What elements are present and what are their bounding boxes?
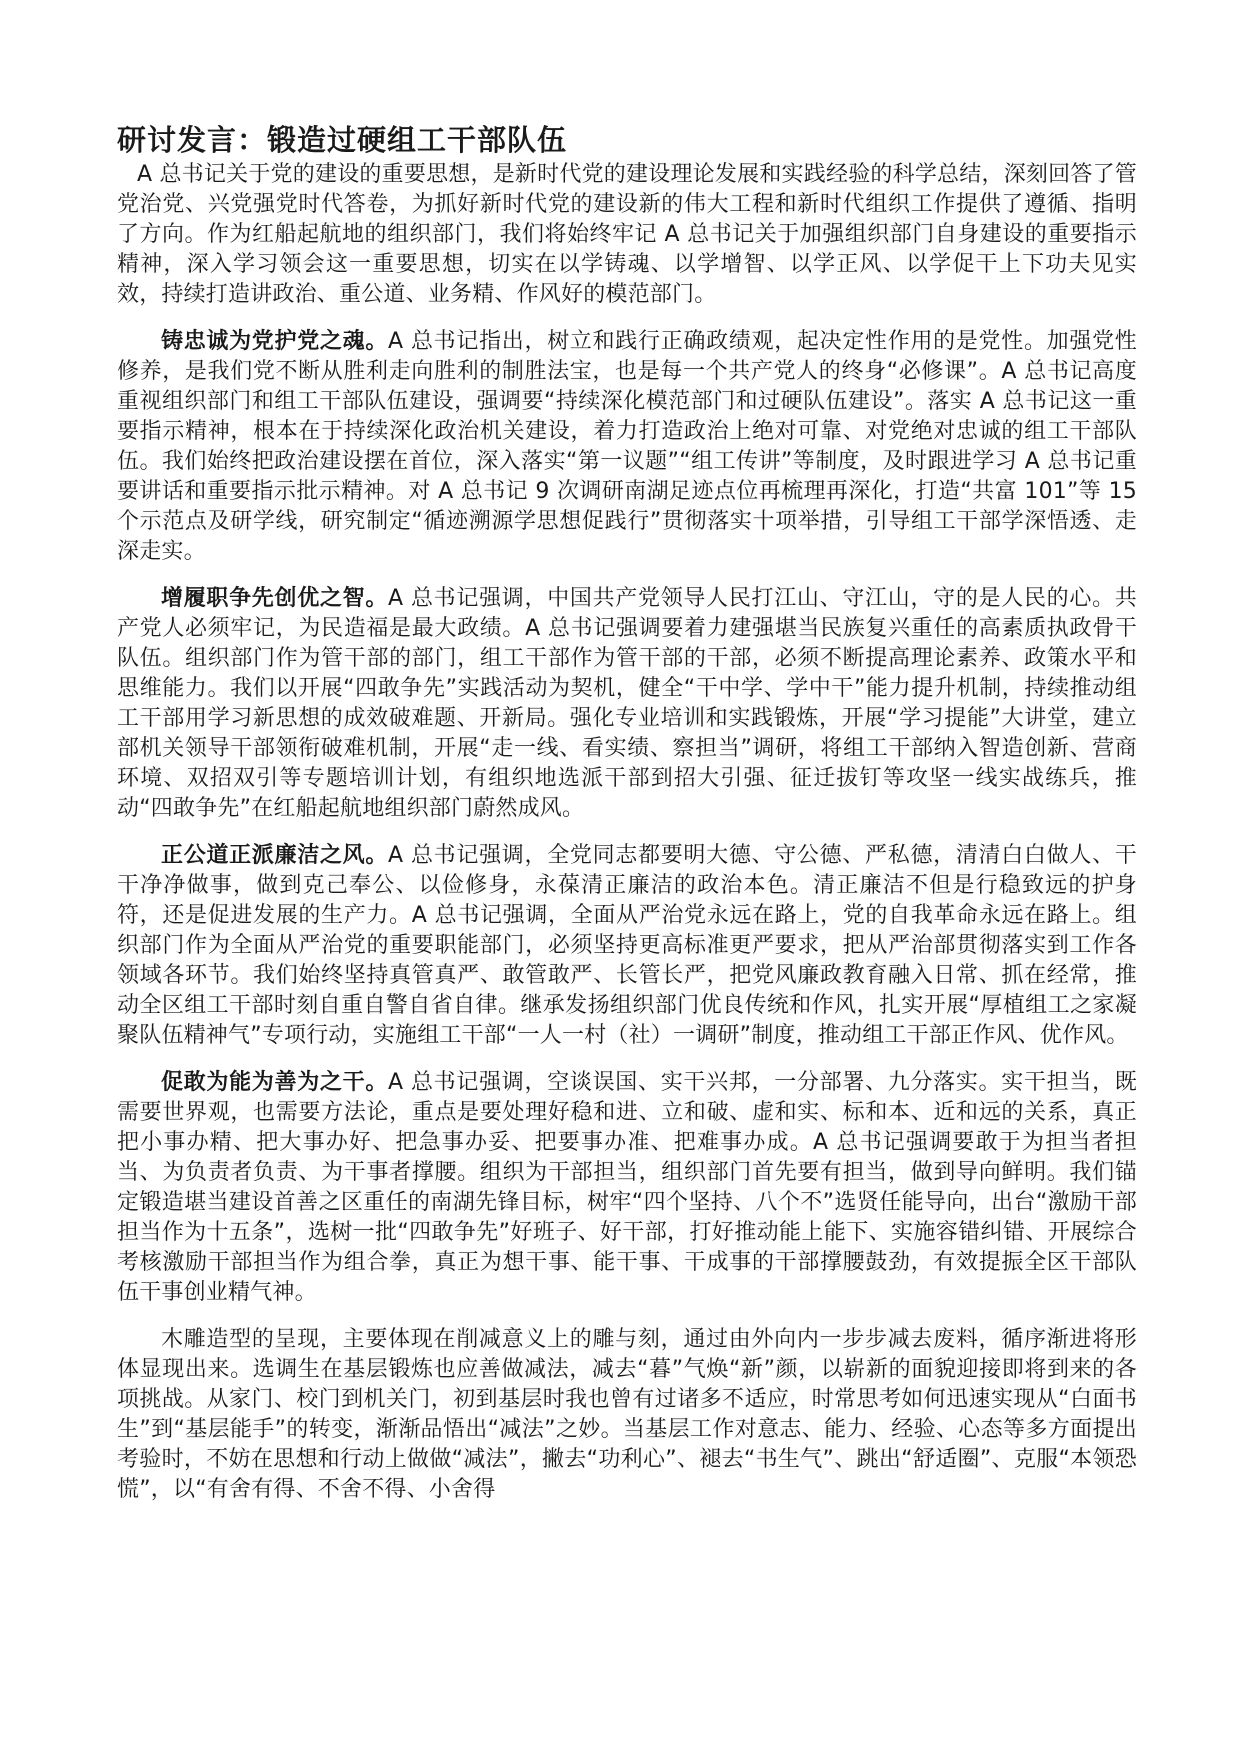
- document-title: 研讨发言：锻造过硬组工干部队伍: [117, 123, 568, 157]
- section-heading-4: 促敢为能为善为之干。: [161, 1070, 389, 1095]
- section-paragraph-4: [117, 1068, 1137, 1308]
- section-paragraph-2: [117, 584, 1137, 824]
- section-paragraph-3: [117, 841, 1137, 1051]
- section-heading-2: 增履职争先创优之智。: [161, 586, 389, 611]
- section-heading-3: 正公道正派廉洁之风。: [161, 843, 389, 868]
- section-body-3: A 总书记强调，全党同志都要明大德、守公德、严私德，清清白白做人、干干净净做事，做到克己奉公、以俭修身，永葆清正廉洁的政治本色。清正廉洁不但是行稳致远的护身符，还是促进发展的生产力。A 总书记强调，全面从严治党永远在路上，党的自我革命永远在路上。组织部门作为全面从严治党的重要职能部门，必须坚持更高标准更严要求，把从严治部贯彻落实到工作各领域各环节。我们始终坚持真管真严、敢管敢严、长管长严，把党风廉政教育融入日常、抓在经常，推动全区组工干部时刻自重自警自省自律。继承发扬组织部门优良传统和作风，扎实开展“厚植组工之家凝聚队伍精神气”专项行动，实施组工干部“一人一村（社）一调研”制度，推动组工干部正作风、优作风。: [117, 843, 1137, 1048]
- intro-paragraph: A 总书记关于党的建设的重要思想，是新时代党的建设理论发展和实践经验的科学总结，深刻回答了管党治党、兴党强党时代答卷，为抓好新时代党的建设新的伟大工程和新时代组织工作提供了遵循、指明了方向。作为红船起航地的组织部门，我们将始终牢记 A 总书记关于加强组织部门自身建设的重要指示精神，深入学习领会这一重要思想，切实在以学铸魂、以学增智、以学正风、以学促干上下功夫见实效，持续打造讲政治、重公道、业务精、作风好的模范部门。: [117, 162, 1137, 307]
- section-body-4: A 总书记强调，空谈误国、实干兴邦，一分部署、九分落实。实干担当，既需要世界观，也需要方法论，重点是要处理好稳和进、立和破、虚和实、标和本、近和远的关系，真正把小事办精、把大事办好、把急事办妥、把要事办准、把难事办成。A 总书记强调要敢于为担当者担当、为负责者负责、为干事者撑腰。组织为干部担当，组织部门首先要有担当，做到导向鲜明。我们锚定锻造堪当建设首善之区重任的南湖先锋目标，树牢“四个坚持、八个不”选贤任能导向，出台“激励干部担当作为十五条”，选树一批“四敢争先”好班子、好干部，打好推动能上能下、实施容错纠错、开展综合考核激励干部担当作为组合拳，真正为想干事、能干事、干成事的干部撑腰鼓劲，有效提振全区干部队伍干事创业精气神。: [117, 1070, 1137, 1305]
- section-heading-1: 铸忠诚为党护党之魂。: [161, 329, 389, 354]
- document-page: [117, 122, 1137, 1505]
- section-paragraph-1: [117, 327, 1137, 567]
- section-body-2: A 总书记强调，中国共产党领导人民打江山、守江山，守的是人民的心。共产党人必须牢记，为民造福是最大政绩。A 总书记强调要着力建强堪当民族复兴重任的高素质执政骨干队伍。组织部门作为管干部的部门，组工干部作为管干部的干部，必须不断提高理论素养、政策水平和思维能力。我们以开展“四敢争先”实践活动为契机，健全“干中学、学中干”能力提升机制，持续推动组工干部用学习新思想的成效破难题、开新局。强化专业培训和实践锻炼，开展“学习提能”大讲堂，建立部机关领导干部领衔破难机制，开展“走一线、看实绩、察担当”调研，将组工干部纳入智造创新、营商环境、双招双引等专题培训计划，有组织地选派干部到招大引强、征迁拔钉等攻坚一线实战练兵，推动“四敢争先”在红船起航地组织部门蔚然成风。: [117, 586, 1137, 821]
- closing-paragraph: 木雕造型的呈现，主要体现在削减意义上的雕与刻，通过由外向内一步步减去废料，循序渐进将形体显现出来。选调生在基层锻炼也应善做减法，减去“暮”气焕“新”颜，以崭新的面貌迎接即将到来的各项挑战。从家门、校门到机关门，初到基层时我也曾有过诸多不适应，时常思考如何迅速实现从“白面书生”到“基层能手”的转变，渐渐品悟出“减法”之妙。当基层工作对意志、能力、经验、心态等多方面提出考验时，不妨在思想和行动上做做“减法”，撇去“功利心”、褪去“书生气”、跳出“舒适圈”、克服“本领恐慌”，以“有舍有得、不舍不得、小舍得: [117, 1327, 1137, 1502]
- section-body-1: A 总书记指出，树立和践行正确政绩观，起决定性作用的是党性。加强党性修养，是我们党不断从胜利走向胜利的制胜法宝，也是每一个共产党人的终身“必修课”。A 总书记高度重视组织部门和组工干部队伍建设，强调要“持续深化模范部门和过硬队伍建设”。落实 A 总书记这一重要指示精神，根本在于持续深化政治机关建设，着力打造政治上绝对可靠、对党绝对忠诚的组工干部队伍。我们始终把政治建设摆在首位，深入落实“第一议题”“组工传讲”等制度，及时跟进学习 A 总书记重要讲话和重要指示批示精神。对 A 总书记 9 次调研南湖足迹点位再梳理再深化，打造“共富 101”等 15 个示范点及研学线，研究制定“循迹溯源学思想促践行”贯彻落实十项举措，引导组工干部学深悟透、走深走实。: [117, 329, 1137, 564]
